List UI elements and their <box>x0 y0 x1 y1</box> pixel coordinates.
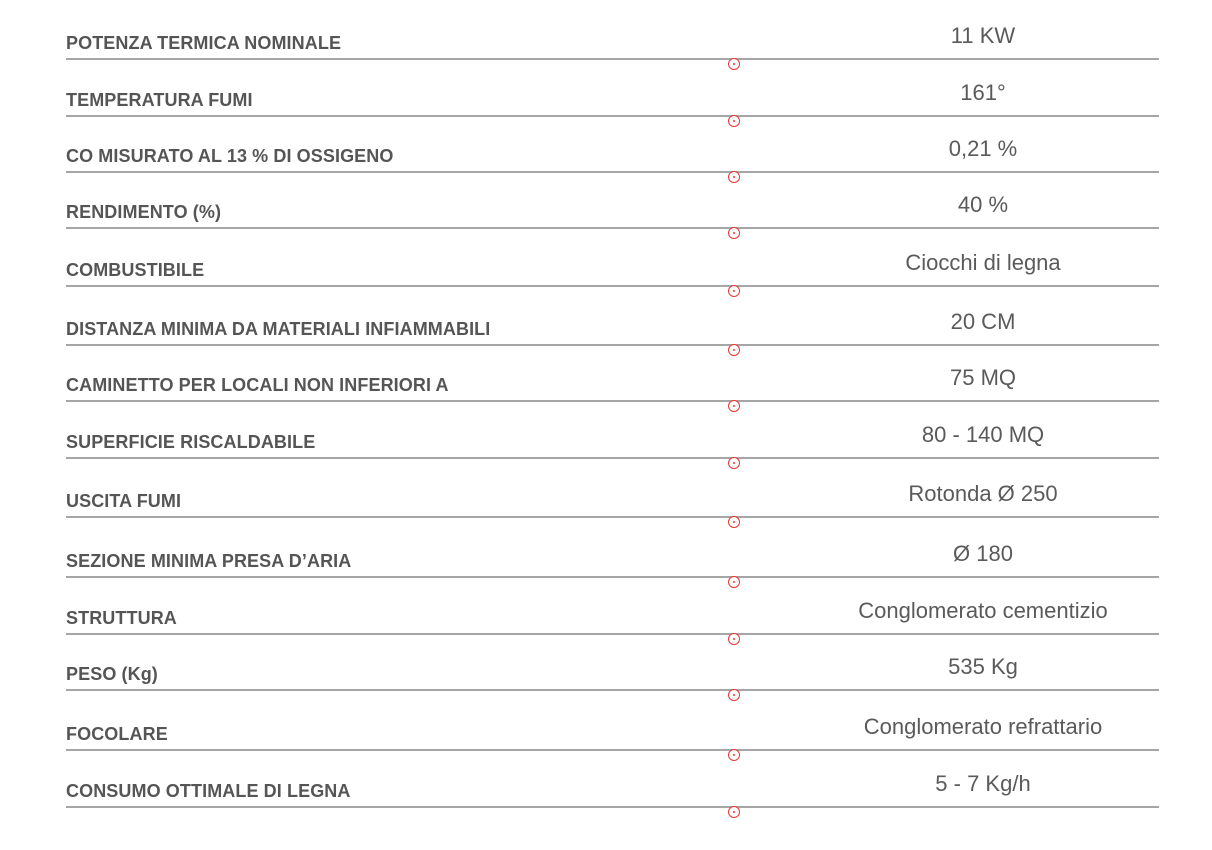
spec-label: TEMPERATURA FUMI <box>66 90 253 110</box>
row-divider <box>66 58 1159 60</box>
spec-label: STRUTTURA <box>66 608 177 628</box>
spec-row <box>0 538 1212 578</box>
row-divider <box>66 227 1159 229</box>
spec-label: SEZIONE MINIMA PRESA D’ARIA <box>66 551 352 571</box>
spec-label: CONSUMO OTTIMALE DI LEGNA <box>66 781 351 801</box>
target-circle-icon <box>728 689 740 701</box>
spec-label: COMBUSTIBILE <box>66 260 205 280</box>
spec-row <box>0 478 1212 518</box>
row-divider <box>66 400 1159 402</box>
target-circle-icon <box>728 400 740 412</box>
spec-row <box>0 711 1212 751</box>
target-circle-icon <box>728 576 740 588</box>
spec-value: Ciocchi di legna <box>905 250 1061 275</box>
target-circle-icon <box>728 457 740 469</box>
spec-label: CO MISURATO AL 13 % DI OSSIGENO <box>66 146 394 166</box>
target-circle-icon <box>728 171 740 183</box>
spec-label: RENDIMENTO (%) <box>66 202 222 222</box>
spec-value: 11 KW <box>950 23 1016 48</box>
target-circle-icon <box>728 516 740 528</box>
spec-row <box>0 189 1212 229</box>
spec-value: 40 % <box>957 192 1009 217</box>
target-circle-icon <box>728 227 740 239</box>
spec-label: PESO (Kg) <box>66 664 158 684</box>
spec-row <box>0 20 1212 60</box>
row-divider <box>66 344 1159 346</box>
spec-label: USCITA FUMI <box>66 491 182 511</box>
row-divider <box>66 285 1159 287</box>
target-circle-icon <box>728 749 740 761</box>
spec-label: POTENZA TERMICA NOMINALE <box>66 33 342 53</box>
spec-value: Conglomerato refrattario <box>863 714 1103 739</box>
spec-label: FOCOLARE <box>66 724 168 744</box>
spec-row <box>0 419 1212 459</box>
spec-label: SUPERFICIE RISCALDABILE <box>66 432 316 452</box>
spec-value: 20 CM <box>950 309 1016 334</box>
spec-value: 161° <box>960 80 1006 105</box>
spec-row <box>0 768 1212 808</box>
spec-row <box>0 77 1212 117</box>
row-divider <box>66 689 1159 691</box>
spec-row <box>0 133 1212 173</box>
row-divider <box>66 576 1159 578</box>
row-divider <box>66 171 1159 173</box>
spec-row <box>0 595 1212 635</box>
spec-value: Ø 180 <box>953 541 1013 566</box>
row-divider <box>66 633 1159 635</box>
spec-value: 80 - 140 MQ <box>921 422 1045 447</box>
target-circle-icon <box>728 58 740 70</box>
spec-row <box>0 306 1212 346</box>
target-circle-icon <box>728 115 740 127</box>
target-circle-icon <box>728 806 740 818</box>
spec-value: 5 - 7 Kg/h <box>935 771 1031 796</box>
spec-row <box>0 247 1212 287</box>
spec-value: 535 Kg <box>948 654 1018 679</box>
target-circle-icon <box>728 344 740 356</box>
spec-value: 75 MQ <box>949 365 1017 390</box>
row-divider <box>66 516 1159 518</box>
spec-row <box>0 651 1212 691</box>
spec-row <box>0 362 1212 402</box>
spec-value: 0,21 % <box>948 136 1018 161</box>
spec-value: Conglomerato cementizio <box>858 598 1108 623</box>
spec-label: CAMINETTO PER LOCALI NON INFERIORI A <box>66 375 449 395</box>
target-circle-icon <box>728 633 740 645</box>
row-divider <box>66 115 1159 117</box>
spec-value: Rotonda Ø 250 <box>908 481 1058 506</box>
spec-label: DISTANZA MINIMA DA MATERIALI INFIAMMABILI <box>66 319 491 339</box>
target-circle-icon <box>728 285 740 297</box>
row-divider <box>66 806 1159 808</box>
row-divider <box>66 749 1159 751</box>
row-divider <box>66 457 1159 459</box>
